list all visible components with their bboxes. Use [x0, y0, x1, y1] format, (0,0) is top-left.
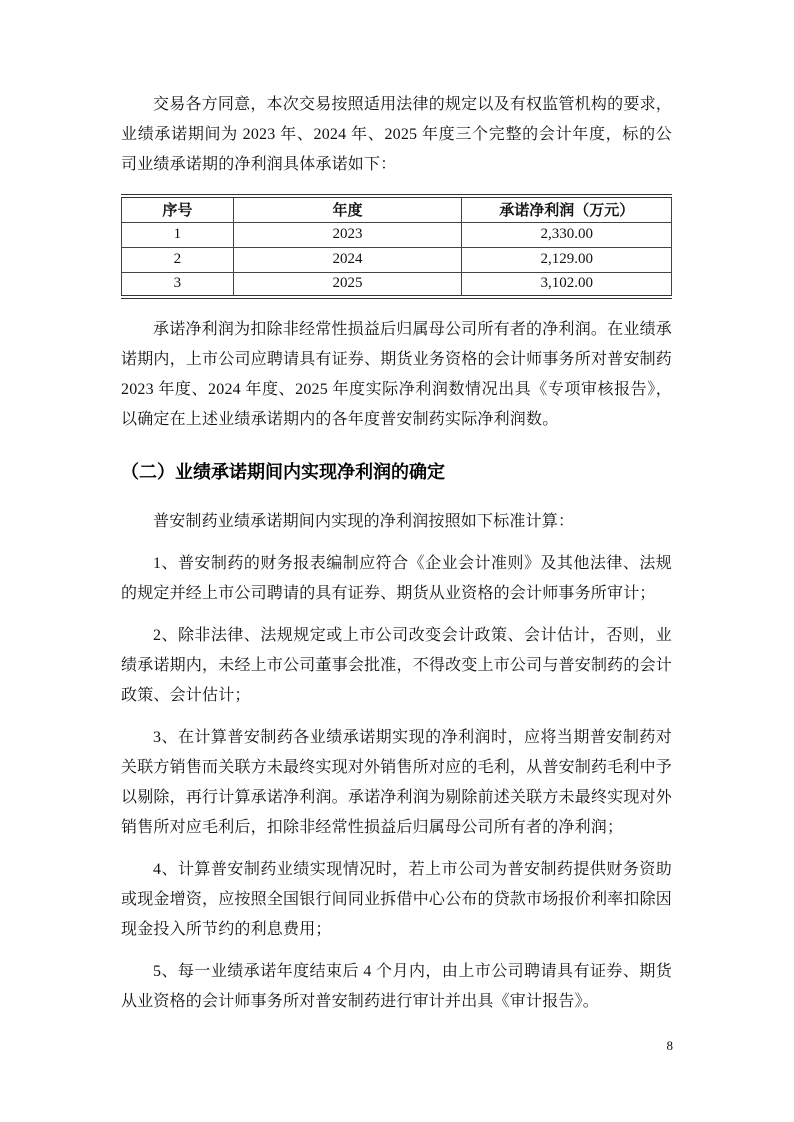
cell-year: 2024 — [233, 247, 462, 272]
list-item-4: 4、计算普安制药业绩实现情况时，若上市公司为普安制药提供财务资助或现金增资，应按照全国银行间同业拆借中心公布的贷款市场报价利率扣除因现金投入所节约的利息费用； — [121, 861, 672, 938]
profit-commitment-table — [121, 194, 672, 299]
header-year: 年度 — [233, 196, 462, 222]
after-table-paragraph: 承诺净利润为扣除非经常性损益后归属母公司所有者的净利润。在业绩承诺期内，上市公司应聘请具有证券、期货业务资格的会计师事务所对普安制药 2023 年度、2024 年度、2025 年度实际净利润数情况出具《专项审核报告》，以确定在上述业绩承诺期内的各年度普安制药实际净利润数。 — [121, 321, 672, 428]
cell-profit: 3,102.00 — [462, 272, 672, 297]
table-row — [122, 272, 672, 297]
list-item-1: 1、普安制药的财务报表编制应符合《企业会计准则》及其他法律、法规的规定并经上市公司聘请的具有证券、期货从业资格的会计师事务所审计； — [121, 555, 672, 602]
cell-seq: 1 — [122, 222, 234, 247]
page-number: 8 — [666, 1038, 673, 1053]
cell-seq: 2 — [122, 247, 234, 272]
cell-profit: 2,129.00 — [462, 247, 672, 272]
header-seq: 序号 — [122, 196, 234, 222]
table-header-row — [122, 196, 672, 222]
cell-seq: 3 — [122, 272, 234, 297]
cell-year: 2023 — [233, 222, 462, 247]
page-content — [121, 90, 672, 1017]
cell-profit: 2,330.00 — [462, 222, 672, 247]
section-heading: （二）业绩承诺期间内实现净利润的确定 — [121, 462, 445, 482]
list-item-5: 5、每一业绩承诺年度结束后 4 个月内，由上市公司聘请具有证券、期货从业资格的会计师事务所对普安制药进行审计并出具《审计报告》。 — [121, 963, 672, 1010]
list-item-2: 2、除非法律、法规规定或上市公司改变会计政策、会计估计，否则，业绩承诺期内，未经上市公司董事会批准，不得改变上市公司与普安制药的会计政策、会计估计； — [121, 627, 672, 704]
calc-intro-paragraph: 普安制药业绩承诺期间内实现的净利润按照如下标准计算： — [153, 513, 575, 530]
intro-paragraph: 交易各方同意，本次交易按照适用法律的规定以及有权监管机构的要求，业绩承诺期间为 2023 年、2024 年、2025 年度三个完整的会计年度，标的公司业绩承诺期的净利润具体承诺如下： — [121, 96, 672, 173]
header-profit: 承诺净利润（万元） — [462, 196, 672, 222]
list-item-3: 3、在计算普安制药各业绩承诺期实现的净利润时，应将当期普安制药对关联方销售而关联方未最终实现对外销售所对应的毛利，从普安制药毛利中予以剔除，再行计算承诺净利润。承诺净利润为剔除前述关联方未最终实现对外销售所对应毛利后，扣除非经常性损益后归属母公司所有者的净利润； — [121, 729, 672, 836]
table-row — [122, 247, 672, 272]
cell-year: 2025 — [233, 272, 462, 297]
table-row — [122, 222, 672, 247]
